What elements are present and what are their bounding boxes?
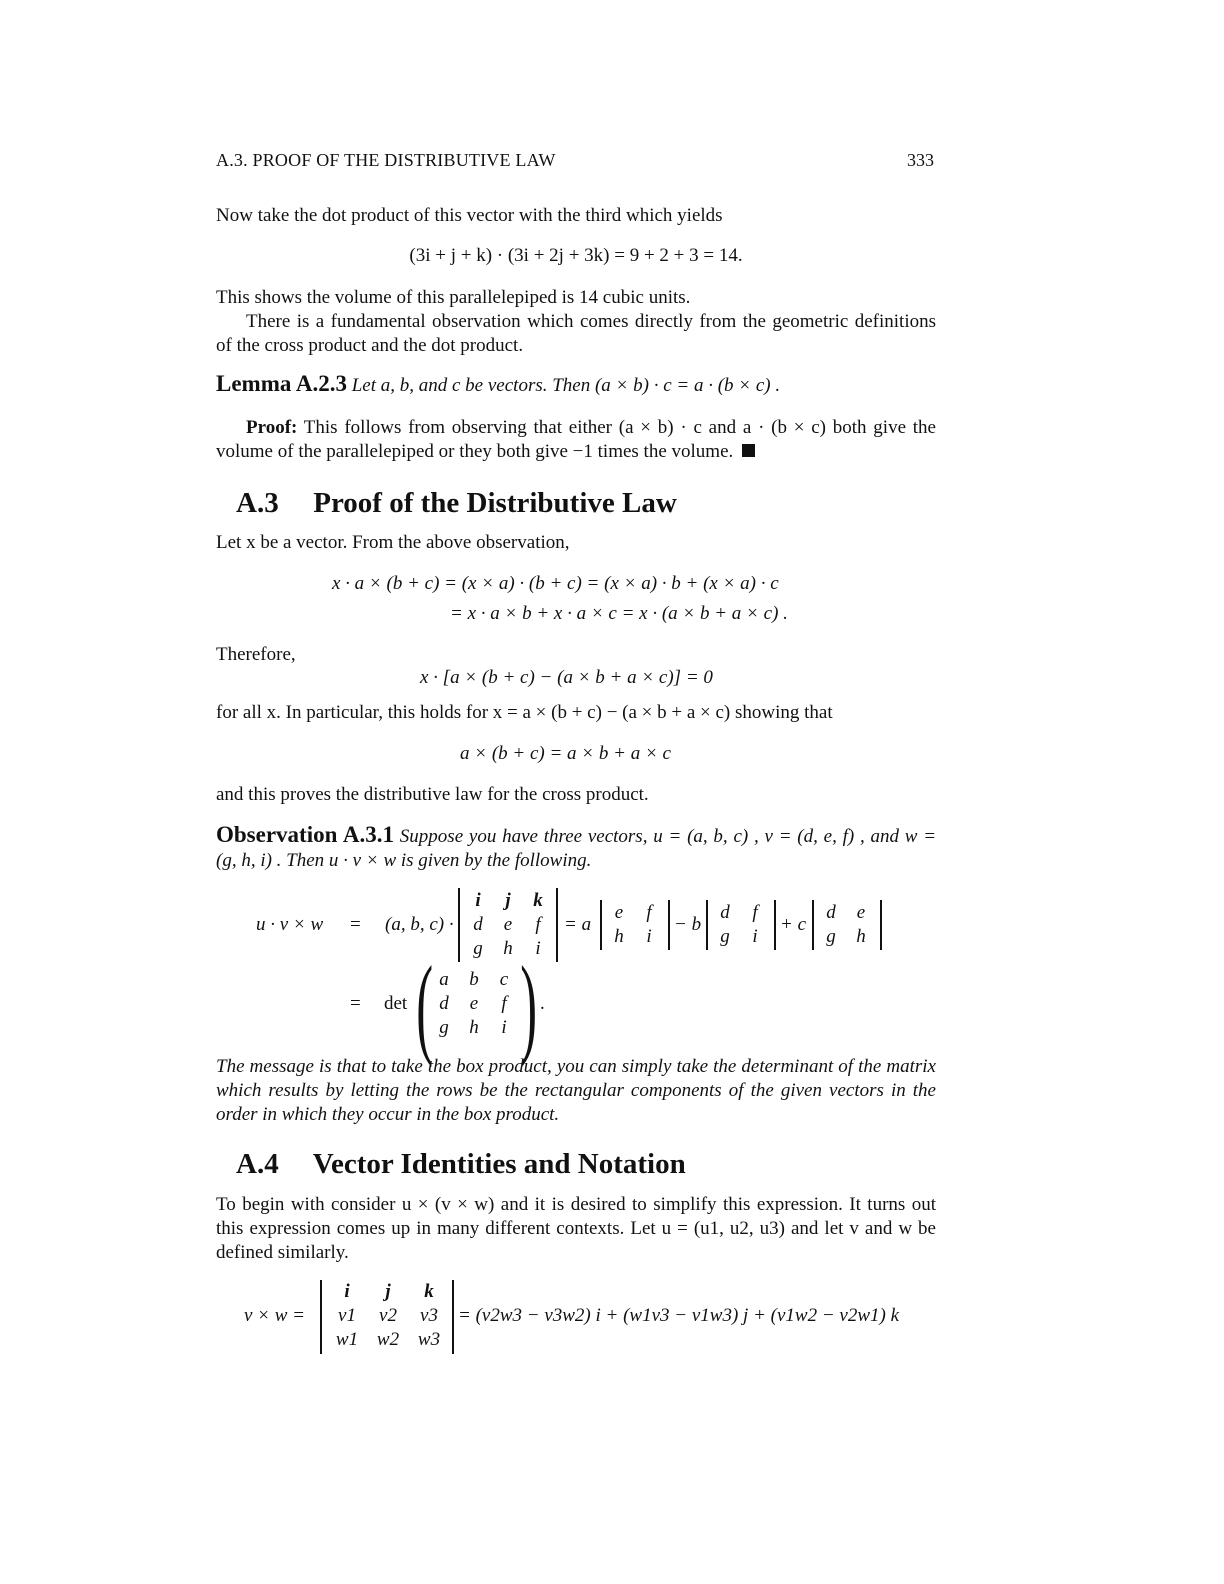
eq-a: = a	[564, 914, 592, 935]
minor-a: e f h i	[614, 902, 652, 947]
det-label: det	[384, 993, 408, 1014]
paragraph-for-all-x: for all x. In particular, this holds for x = a × (b + c) − (a × b + a × c) showing that	[216, 702, 833, 723]
paragraph-volume: This shows the volume of this parallelepiped is 14 cubic units.	[216, 287, 691, 308]
last-eq-rhs: = (v2w3 − v3w2) i + (w1v3 − v1w3) j + (v1w2 − v2w1) k	[458, 1305, 900, 1326]
lemma	[216, 372, 936, 398]
matrix-det: a b c d e f g h i	[439, 969, 509, 1038]
proof-label: Proof:	[246, 417, 298, 438]
therefore-label: Therefore,	[216, 644, 296, 665]
paragraph-begin: To begin with consider u × (v × w) and it is desired to simplify this expression. It turns out this expression comes up in many different contexts. Let u = (u1, u2, u3) and let v and w be defined similarly.	[216, 1194, 936, 1263]
section-title: Vector Identities and Notation	[312, 1148, 686, 1180]
proof-text: This follows from observing that either (a × b) · c and a · (b × c) both give the volume of the parallelepiped or they both give −1 times the volume.	[216, 417, 936, 462]
paragraph-let-x: Let x be a vector. From the above observation,	[216, 532, 570, 553]
paren-right: )	[520, 944, 538, 1068]
det-bar-right	[556, 888, 558, 962]
plus-c: + c	[780, 914, 807, 935]
det-period: .	[540, 993, 545, 1014]
page-number: 333	[907, 150, 934, 170]
observation-label: Observation A.3.1	[216, 822, 395, 847]
obs-equals: =	[350, 914, 361, 935]
section-title: Proof of the Distributive Law	[313, 487, 677, 519]
minus-b: − b	[674, 914, 702, 935]
lemma-label: Lemma A.2.3	[216, 371, 347, 396]
qed-icon	[742, 444, 755, 457]
observation-message: The message is that to take the box product, you can simply take the determinant of the matrix which results by letting the rows be the rectangular components of the given vectors in the order in which they occur in the box product.	[216, 1056, 936, 1125]
equation-zero: x · [a × (b + c) − (a × b + a × c)] = 0	[420, 667, 713, 688]
last-eq-lhs: v × w =	[244, 1305, 305, 1326]
paragraph-dot-product: Now take the dot product of this vector with the third which yields	[216, 205, 723, 226]
matrix-3x3: i j k d e f g h i	[473, 890, 543, 959]
minor-b: d f g i	[720, 902, 758, 947]
section-heading-a3	[236, 486, 677, 520]
obs-abc: (a, b, c) ·	[385, 914, 454, 935]
lemma-statement: Let a, b, and c be vectors. Then (a × b) · c = a · (b × c) .	[351, 375, 781, 396]
paren-left: (	[416, 944, 434, 1068]
det-bar-left	[458, 888, 460, 962]
section-number: A.3	[236, 487, 279, 519]
equation-dot-product: (3i + j + k) · (3i + 2j + 3k) = 9 + 2 + 3 = 14.	[409, 245, 743, 266]
observation-statement: Suppose you have three vectors, u = (a, b, c) , v = (d, e, f) , and w = (g, h, i) . Then u · v × w is given by the following.	[216, 826, 937, 871]
section-number: A.4	[236, 1148, 279, 1180]
matrix-vw: i j k v1 v2 v3 w1 w2 w3	[335, 1281, 441, 1350]
equation-line-2: = x · a × b + x · a × c = x · (a × b + a × c) .	[450, 603, 788, 624]
observation	[216, 823, 936, 873]
equation-distributive: a × (b + c) = a × b + a × c	[460, 743, 671, 764]
minor-c: d e g h	[826, 902, 866, 947]
running-header: A.3. PROOF OF THE DISTRIBUTIVE LAW	[216, 150, 556, 170]
obs-lhs: u · v × w	[256, 914, 324, 935]
obs-equals-2: =	[350, 993, 361, 1014]
paragraph-observation: There is a fundamental observation which comes directly from the geometric definitions of the cross product and the dot product.	[216, 311, 936, 356]
equation-line-1: x · a × (b + c) = (x × a) · (b + c) = (x × a) · b + (x × a) · c	[332, 573, 779, 594]
proof	[216, 416, 936, 464]
paragraph-proves: and this proves the distributive law for the cross product.	[216, 784, 649, 805]
section-heading-a4	[236, 1147, 686, 1181]
